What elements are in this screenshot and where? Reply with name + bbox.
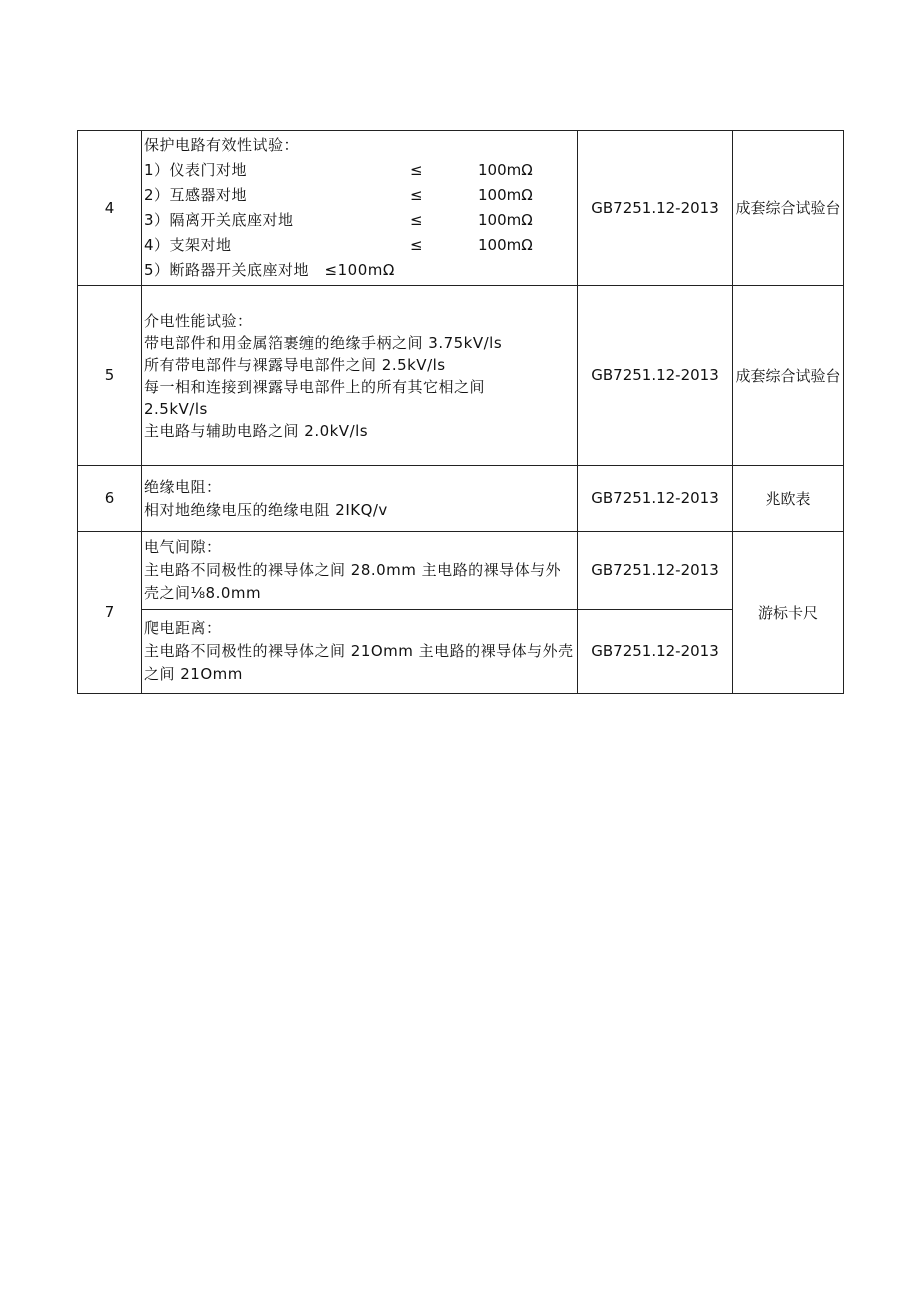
equipment-name: 成套综合试验台: [733, 131, 844, 286]
requirement-line: 所有带电部件与裸露导电部件之间 2.5kV/ls: [144, 355, 446, 374]
requirement-line: 主电路不同极性的裸导体之间 21Omm 主电路的裸导体与外壳之间 21Omm: [144, 642, 574, 683]
requirement-text: 3）隔离开关底座对地: [144, 211, 294, 229]
requirement-value: 100mΩ: [478, 186, 533, 204]
test-content: [142, 466, 578, 532]
requirement-line: [144, 235, 575, 256]
test-title: 介电性能试验：: [144, 311, 253, 330]
requirement-line: 相对地绝缘电压的绝缘电阻 2IKQ/v: [144, 500, 388, 519]
requirement-line: 2.5kV/ls: [144, 399, 208, 418]
requirement-line: 5）断路器开关底座对地 ≤100mΩ: [144, 261, 395, 279]
test-items-table: [77, 130, 844, 694]
test-content: [142, 610, 578, 694]
standard-code: GB7251.12-2013: [578, 610, 733, 694]
requirement-line: 带电部件和用金属箔裹缠的绝缘手柄之间 3.75kV/ls: [144, 333, 503, 352]
standard-code: GB7251.12-2013: [578, 286, 733, 466]
requirement-line: [144, 160, 575, 181]
row-number: 5: [78, 286, 142, 466]
requirement-line: [144, 185, 575, 206]
requirement-symbol: ≤: [410, 186, 423, 204]
standard-code: GB7251.12-2013: [578, 131, 733, 286]
requirement-text: 1）仪表门对地: [144, 161, 248, 179]
requirement-text: 2）互感器对地: [144, 186, 248, 204]
requirement-value: 100mΩ: [478, 161, 533, 179]
row-number: 6: [78, 466, 142, 532]
requirement-value: 100mΩ: [478, 211, 533, 229]
requirement-symbol: ≤: [410, 161, 423, 179]
requirement-symbol: ≤: [410, 236, 423, 254]
standard-code: GB7251.12-2013: [578, 532, 733, 610]
requirement-line: [144, 210, 575, 231]
equipment-name: 兆欧表: [733, 466, 844, 532]
table-row: [78, 466, 844, 532]
equipment-name: 游标卡尺: [733, 532, 844, 694]
test-title: 电气间隙：: [144, 538, 222, 556]
requirement-line: 每一相和连接到裸露导电部件上的所有其它相之间: [144, 377, 486, 396]
test-title: 保护电路有效性试验：: [144, 136, 300, 154]
test-content: [142, 131, 578, 286]
test-content: [142, 532, 578, 610]
row-number: 4: [78, 131, 142, 286]
table-row: [78, 610, 844, 694]
requirement-line: 主电路不同极性的裸导体之间 28.0mm 主电路的裸导体与外壳之间⅛8.0mm: [144, 561, 562, 602]
test-title: 爬电距离：: [144, 619, 222, 637]
requirement-line: 主电路与辅助电路之间 2.0kV/ls: [144, 421, 369, 440]
requirement-value: 100mΩ: [478, 236, 533, 254]
table-row: [78, 131, 844, 286]
row-number: 7: [78, 532, 142, 694]
requirement-symbol: ≤: [410, 211, 423, 229]
test-content: [142, 286, 578, 466]
equipment-name: 成套综合试验台: [733, 286, 844, 466]
standard-code: GB7251.12-2013: [578, 466, 733, 532]
requirement-text: 4）支架对地: [144, 236, 232, 254]
table-row: [78, 532, 844, 610]
test-title: 绝缘电阻：: [144, 477, 222, 496]
table-row: [78, 286, 844, 466]
